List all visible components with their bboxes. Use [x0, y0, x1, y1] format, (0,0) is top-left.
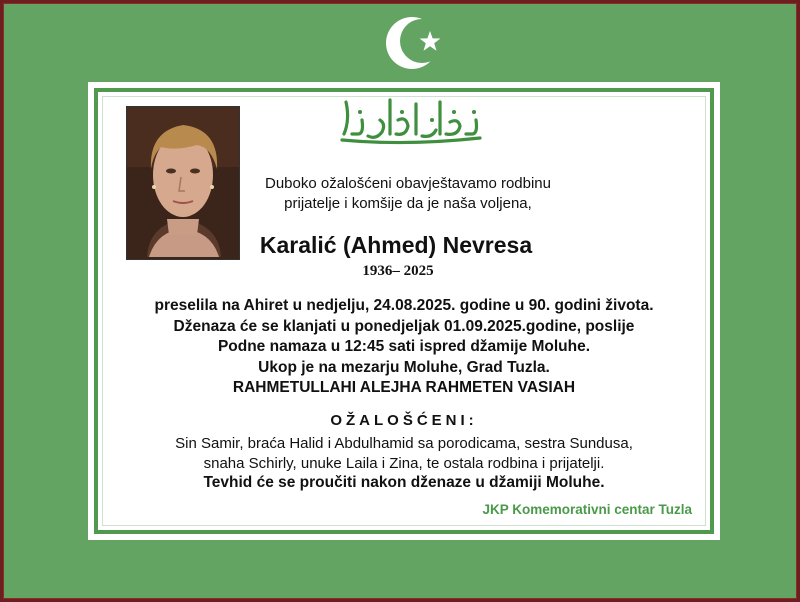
details-line: preselila na Ahiret u nedjelju, 24.08.2025. godine u 90. godini života.: [154, 297, 654, 314]
details-line: Dženaza će se klanjati u ponedjeljak 01.09.2025.godine, poslije: [173, 317, 635, 335]
notice-frame: [3, 3, 797, 599]
mourners-line-1: Sin Samir, braća Halid i Abdulhamid sa porodicama, sestra Sundusa,: [175, 435, 633, 452]
crescent-star-icon: [384, 11, 448, 75]
funeral-details: [92, 296, 716, 399]
intro-text: [248, 174, 568, 214]
intro-line-2: prijatelje i komšije da je naša voljena,: [284, 195, 532, 212]
details-line: Podne namaza u 12:45 sati ispred džamije Moluhe.: [217, 338, 591, 355]
life-years: 1936– 2025: [362, 263, 434, 279]
prayer-line: RAHMETULLAHI ALEJHA RAHMETEN VASIAH: [232, 379, 576, 396]
tevhid-notice: Tevhid će se proučiti nakon dženaze u džamiji Moluhe.: [203, 474, 605, 491]
mourners-line-2: snaha Schirly, unuke Laila i Zina, te ostala rodbina i prijatelji.: [203, 455, 605, 472]
arabic-calligraphy-icon: [336, 90, 486, 146]
deceased-name: Karalić (Ahmed) Nevresa: [259, 232, 533, 258]
notice-paper: [88, 82, 720, 540]
details-line: Ukop je na mezarju Moluhe, Grad Tuzla.: [258, 358, 550, 376]
intro-line-1: Duboko ožalošćeni obavještavamo rodbinu: [264, 175, 551, 192]
mourners-heading: OŽALOŠĆENI:: [330, 412, 478, 429]
portrait-photo: [126, 106, 240, 260]
company-name: JKP Komemorativni centar Tuzla: [482, 502, 692, 517]
mourners-list: [92, 434, 716, 474]
